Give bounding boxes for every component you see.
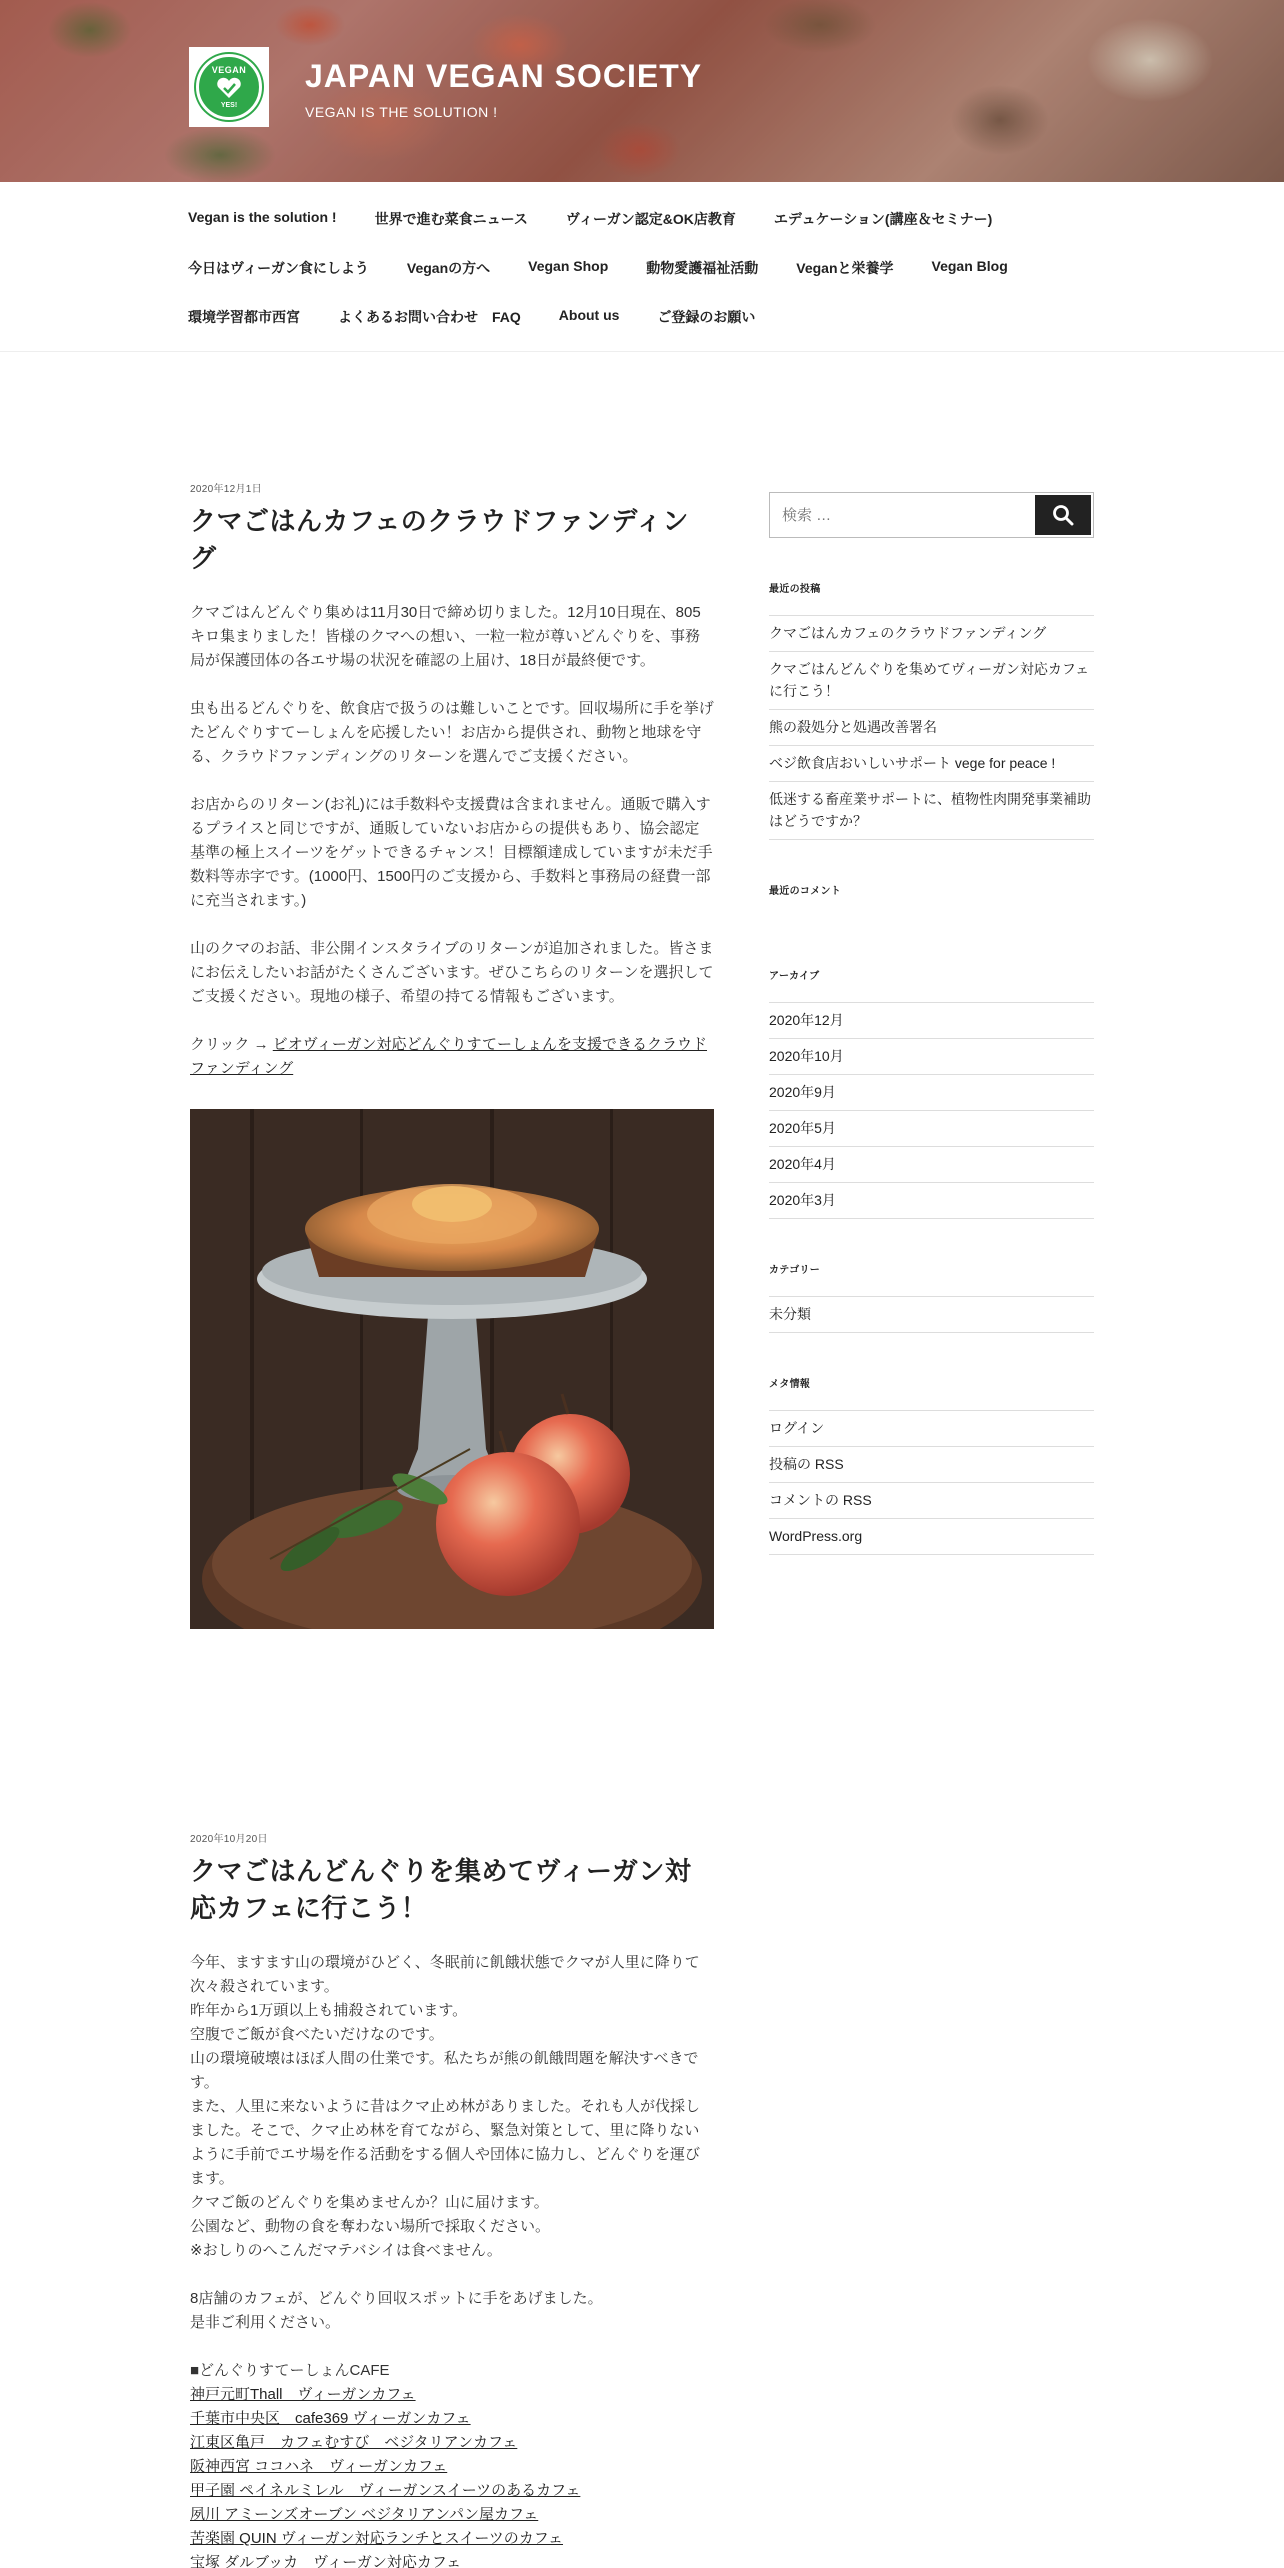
meta-link-login[interactable]: ログイン <box>769 1411 1094 1447</box>
click-prefix: クリック → <box>190 1036 273 1053</box>
nav-item-faq[interactable]: よくあるお問い合わせ FAQ <box>338 309 521 325</box>
search-form <box>769 492 1094 538</box>
cafe-link[interactable]: 苦楽園 QUIN ヴィーガン対応ランチとスイーツのカフェ <box>190 2530 563 2547</box>
post-title[interactable]: クマごはんカフェのクラウドファンディング <box>190 506 689 573</box>
nav-item-vegan-blog[interactable]: Vegan Blog <box>931 258 1008 274</box>
recent-post-link[interactable]: 低迷する畜産業サポートに、植物性肉開発事業補助はどうですか？ <box>769 782 1094 840</box>
post-line: 山の環境破壊はほぼ人間の仕業です。私たちが熊の飢餓問題を解決すべきです。 <box>190 2050 699 2091</box>
post-paragraph: 山のクマのお話、非公開インスタライブのリターンが追加されました。皆さまにお伝えしたいお話がたくさんございます。ぜひこちらのリターンを選択してご支援ください。現地の様子、希望の持てる情報もございます。 <box>190 940 714 1005</box>
nav-row-2 <box>188 258 1046 278</box>
cafe-link[interactable]: 阪神西宮 ココハネ ヴィーガンカフェ <box>190 2458 448 2475</box>
site-description: VEGAN IS THE SOLUTION ! <box>305 104 498 120</box>
nav-item-animal-welfare[interactable]: 動物愛護福祉活動 <box>646 260 759 276</box>
archive-link[interactable]: 2020年3月 <box>769 1183 1094 1219</box>
widget-title: メタ情報 <box>769 1379 811 1390</box>
archive-link[interactable]: 2020年10月 <box>769 1039 1094 1075</box>
nav-item-for-vegans[interactable]: Veganの方へ <box>406 260 491 276</box>
post-body <box>190 601 714 1081</box>
widget-title: カテゴリー <box>769 1265 821 1276</box>
post-line: クマご飯のどんぐりを集めませんか？山に届けます。 <box>190 2194 549 2211</box>
post-line: 8店舗のカフェが、どんぐり回収スポットに手をあげました。 <box>190 2290 603 2307</box>
post-crowdfunding <box>190 480 714 1629</box>
widget-title: 最近のコメント <box>769 886 842 897</box>
nav-row-3 <box>188 307 793 327</box>
archives-widget <box>769 967 1094 1219</box>
post-date[interactable]: 2020年10月20日 <box>190 1834 268 1845</box>
post-paragraph <box>190 1951 714 2263</box>
recent-post-link[interactable]: クマごはんカフェのクラウドファンディング <box>769 616 1094 652</box>
post-line: ※おしりのへこんだマテバシイは食べません。 <box>190 2242 502 2259</box>
post-body <box>190 1951 714 2568</box>
archive-link[interactable]: 2020年9月 <box>769 1075 1094 1111</box>
recent-post-link[interactable]: クマごはんどんぐりを集めてヴィーガン対応カフェに行こう！ <box>769 652 1094 710</box>
nav-item-world-news[interactable]: 世界で進む菜食ニュース <box>374 211 528 227</box>
search-button[interactable] <box>1035 495 1091 535</box>
nav-row-1 <box>188 209 1030 229</box>
cafe-list <box>190 2359 714 2568</box>
recent-posts-list <box>769 615 1094 840</box>
cafe-link[interactable]: 宝塚 ダルブッカ ヴィーガン対応カフェ <box>190 2554 462 2568</box>
cafe-link[interactable]: 江東区亀戸 カフェむすび ベジタリアンカフェ <box>190 2434 518 2451</box>
apple-tart-photo <box>190 1109 714 1629</box>
meta-list <box>769 1410 1094 1555</box>
nav-item-education[interactable]: エデュケーション(講座＆セミナー) <box>773 211 993 227</box>
archives-list <box>769 1002 1094 1219</box>
post-line: 今年、ますます山の環境がひどく、冬眠前に飢餓状態でクマが人里に降りて次々殺されています。 <box>190 1954 700 1995</box>
cafe-link[interactable]: 甲子園 ペイネルミレル ヴィーガンスイーツのあるカフェ <box>190 2482 581 2499</box>
crowdfunding-link[interactable]: ビオヴィーガン対応どんぐりすてーしょんを支援できるクラウドファンディング <box>190 1036 708 1077</box>
cafe-link[interactable]: 夙川 アミーンズオーブン ベジタリアンパン屋カフェ <box>190 2506 539 2523</box>
nav-item-vegan-is-solution[interactable]: Vegan is the solution ! <box>188 209 337 225</box>
meta-link-comments-rss[interactable]: コメントの RSS <box>769 1483 1094 1519</box>
widget-title: 最近の投稿 <box>769 584 821 595</box>
post-title[interactable]: クマごはんどんぐりを集めてヴィーガン対応カフェに行こう！ <box>190 1856 692 1923</box>
sidebar <box>769 492 1094 1555</box>
archive-link[interactable]: 2020年12月 <box>769 1003 1094 1039</box>
cafe-link[interactable]: 千葉市中央区 cafe369 ヴィーガンカフェ <box>190 2410 471 2427</box>
post-paragraph: お店からのリターン(お礼)には手数料や支援費は含まれません。通販で購入するプライスと同じですが、通販していないお店からの提供もあり、協会認定基準の極上スイーツをゲットできるチャンス！目標額達成していますが未だ手数料等赤字です。(1000円、1500円のご支援から、手数料と事務局の経費一部に充当されます。) <box>190 796 713 909</box>
post-date[interactable]: 2020年12月1日 <box>190 484 262 495</box>
recent-comments-widget <box>769 882 1094 897</box>
post-line: 是非ご利用ください。 <box>190 2314 341 2331</box>
cafe-link[interactable]: 神戸元町Thall ヴィーガンカフェ <box>190 2386 416 2403</box>
apple-tart-illustration <box>190 1109 714 1629</box>
main-navigation <box>0 182 1284 352</box>
meta-widget <box>769 1375 1094 1555</box>
logo-text-top: VEGAN <box>211 65 247 75</box>
categories-widget <box>769 1261 1094 1333</box>
site-logo[interactable] <box>189 47 269 127</box>
nav-item-about-us[interactable]: About us <box>558 307 620 323</box>
nav-item-vegan-shop[interactable]: Vegan Shop <box>528 258 609 274</box>
meta-link-posts-rss[interactable]: 投稿の RSS <box>769 1447 1094 1483</box>
widget-title: アーカイブ <box>769 971 820 982</box>
recent-post-link[interactable]: 熊の殺処分と処遇改善署名 <box>769 710 1094 746</box>
post-line: また、人里に来ないように昔はクマ止め林がありました。それも人が伐採しました。そこで、クマ止め林を育てながら、緊急対策として、里に降りないように手前でエサ場を作る活動をする個人や団体に協力し、どんぐりを運びます。 <box>190 2098 701 2187</box>
post-paragraph <box>190 2287 714 2335</box>
logo-text-bottom: YES! <box>220 102 238 109</box>
archive-link[interactable]: 2020年5月 <box>769 1111 1094 1147</box>
search-input[interactable] <box>770 493 1035 537</box>
archive-link[interactable]: 2020年4月 <box>769 1147 1094 1183</box>
cafe-list-heading: ■どんぐりすてーしょんCAFE <box>190 2362 390 2379</box>
recent-posts-widget <box>769 580 1094 840</box>
post-paragraph: 虫も出るどんぐりを、飲食店で扱うのは難しいことです。回収場所に手を挙げたどんぐりすてーしょんを応援したい！お店から提供され、動物と地球を守る、クラウドファンディングのリターンを選んでご支援ください。 <box>190 700 714 765</box>
recent-post-link[interactable]: ベジ飲食店おいしいサポート vege for peace ! <box>769 746 1094 782</box>
post-paragraph: クマごはんどんぐり集めは11月30日で締め切りました。12月10日現在、805キロ集まりました！皆様のクマへの想い、一粒一粒が尊いどんぐりを、事務局が保護団体の各エサ場の状況を確認の上届け、18日が最終便です。 <box>190 604 701 669</box>
post-line: 公園など、動物の食を奪わない場所で採取ください。 <box>190 2218 551 2235</box>
meta-link-wordpress[interactable]: WordPress.org <box>769 1519 1094 1555</box>
category-link[interactable]: 未分類 <box>769 1297 1094 1333</box>
search-icon <box>1052 504 1074 526</box>
nav-item-nishinomiya[interactable]: 環境学習都市西宮 <box>188 309 300 325</box>
nav-item-registration[interactable]: ご登録のお願い <box>657 309 756 325</box>
vegan-logo-badge <box>196 54 262 120</box>
nav-item-vegan-today[interactable]: 今日はヴィーガン食にしよう <box>188 260 369 276</box>
post-line: 空腹でご飯が食べたいだけなのです。 <box>190 2026 444 2043</box>
heart-icon <box>216 77 242 99</box>
click-paragraph <box>190 1033 714 1081</box>
site-header <box>0 0 1284 182</box>
post-acorn-cafe <box>190 1830 714 2568</box>
nav-item-nutrition[interactable]: Veganと栄養学 <box>796 260 894 276</box>
post-line: 昨年から1万頭以上も捕殺されています。 <box>190 2002 468 2019</box>
nav-item-certification[interactable]: ヴィーガン認定&OK店教育 <box>565 211 736 227</box>
site-title[interactable]: JAPAN VEGAN SOCIETY <box>305 58 703 94</box>
categories-list <box>769 1296 1094 1333</box>
